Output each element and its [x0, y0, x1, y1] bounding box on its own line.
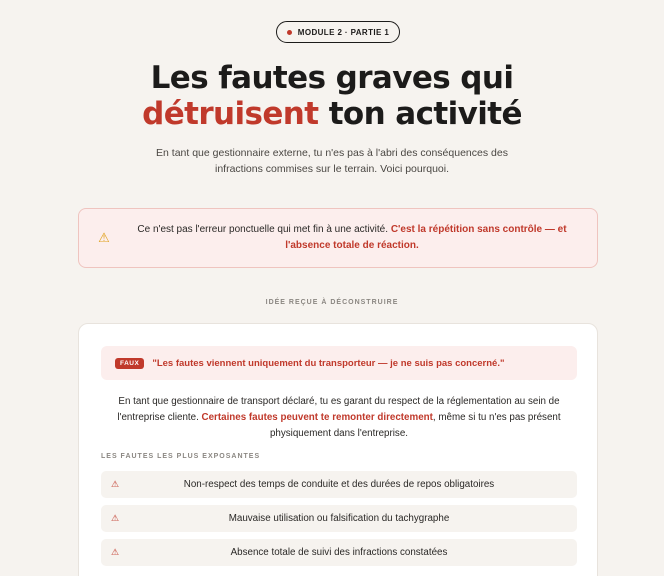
- module-badge: [276, 21, 400, 43]
- warning-icon: ⚠: [110, 547, 120, 557]
- page-subtitle: En tant que gestionnaire externe, tu n'es pas à l'abri des conséquences des infractions commises sur le terrain. Voici pourquoi.: [156, 147, 508, 175]
- myth-quote: "Les fautes viennent uniquement du transporteur — je ne suis pas concerné.": [152, 357, 505, 369]
- title-rest: ton activité: [318, 96, 522, 132]
- title-line1: Les fautes graves qui: [150, 60, 514, 96]
- risk-label: Non-respect des temps de conduite et des durées de repos obligatoires: [183, 479, 495, 490]
- warning-text-emphasis: C'est la répétition sans contrôle — et l'absence totale de réaction.: [285, 224, 567, 251]
- paragraph-after: , même si tu n'es pas présent physiquement dans l'entreprise.: [269, 412, 561, 439]
- list-item: [101, 539, 577, 566]
- explanation-paragraph: [101, 394, 577, 442]
- risks-list-label: LES FAUTES LES PLUS EXPOSANTES: [101, 453, 261, 460]
- badge-label: MODULE 2 · PARTIE 1: [297, 27, 390, 37]
- warning-text: [129, 222, 597, 254]
- page-title: [0, 60, 664, 132]
- paragraph-emphasis: Certaines fautes peuvent te remonter directement: [201, 412, 433, 423]
- section-label: IDÉE REÇUE À DÉCONSTRUIRE: [265, 299, 399, 306]
- list-item: [101, 471, 577, 498]
- warning-icon: ⚠: [98, 230, 110, 245]
- warning-icon: ⚠: [110, 513, 120, 523]
- list-item: [101, 505, 577, 532]
- warning-callout: [78, 208, 598, 268]
- title-accent: détruisent: [142, 96, 319, 132]
- risk-label: Mauvaise utilisation ou falsification du tachygraphe: [228, 513, 450, 524]
- warning-icon: ⚠: [110, 479, 120, 489]
- risk-label: Absence totale de suivi des infractions constatées: [230, 547, 448, 558]
- false-tag: FAUX: [115, 358, 144, 369]
- badge-dot: [287, 30, 292, 35]
- myth-banner: [101, 346, 577, 380]
- paragraph-before: En tant que gestionnaire de transport déclaré, tu es garant du respect de la réglementation au sein de l'entreprise cliente.: [117, 396, 560, 423]
- warning-text-main: Ce n'est pas l'erreur ponctuelle qui met fin à une activité.: [137, 224, 391, 235]
- myth-card: [78, 323, 598, 576]
